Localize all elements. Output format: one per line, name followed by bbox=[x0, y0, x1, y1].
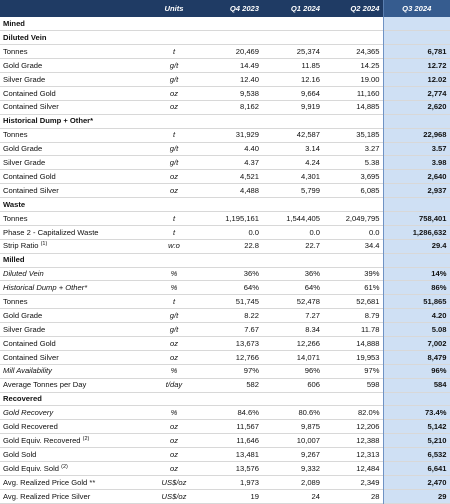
row-units: oz bbox=[169, 435, 179, 445]
row-label bbox=[0, 170, 147, 184]
cell-q1-2024: 25,374 bbox=[296, 46, 320, 56]
row-label bbox=[0, 225, 147, 239]
header-label bbox=[0, 0, 147, 17]
row-label bbox=[0, 434, 147, 448]
table-row bbox=[0, 184, 450, 198]
row-label-text: Silver Grade bbox=[3, 158, 46, 168]
cell-q4-2023: 1,973 bbox=[239, 477, 259, 487]
cell-q1-2024: 12.16 bbox=[300, 74, 320, 84]
row-units: t bbox=[172, 227, 176, 237]
row-units: g/t bbox=[169, 74, 179, 84]
row-label bbox=[0, 462, 147, 476]
cell-q2-2024: 0.0 bbox=[368, 227, 380, 237]
cell-q3-2024: 5,142 bbox=[383, 420, 450, 434]
cell-q4-2023: 64% bbox=[243, 283, 259, 293]
row-label-text: Tonnes bbox=[3, 130, 28, 140]
cell-q3-2024: 1,286,632 bbox=[383, 225, 450, 239]
cell-q1-2024: 12,266 bbox=[296, 338, 320, 348]
cell-q3-2024 bbox=[383, 392, 450, 406]
cell-q1-2024: 3.14 bbox=[305, 144, 320, 154]
cell-q4-2023: 8,162 bbox=[239, 102, 259, 112]
section-row bbox=[0, 198, 450, 212]
cell-q4-2023: 13,481 bbox=[235, 449, 259, 459]
cell-q3-2024: 6,532 bbox=[383, 448, 450, 462]
cell-q4-2023 bbox=[201, 253, 262, 267]
row-label bbox=[0, 114, 147, 128]
cell-q3-2024: 3.98 bbox=[383, 156, 450, 170]
cell-q3-2024: 2,937 bbox=[383, 184, 450, 198]
cell-q2-2024 bbox=[323, 253, 383, 267]
cell-q2-2024: 11,160 bbox=[356, 88, 380, 98]
row-label bbox=[0, 406, 147, 420]
row-units: g/t bbox=[169, 144, 179, 154]
cell-q3-2024: 12.02 bbox=[383, 73, 450, 87]
cell-q2-2024: 2,049,795 bbox=[345, 213, 380, 223]
row-units: oz bbox=[169, 352, 179, 362]
row-label bbox=[0, 17, 147, 31]
row-label-text: Diluted Vein bbox=[3, 269, 44, 279]
row-units: US$/oz bbox=[161, 491, 187, 501]
row-label-text: Historical Dump + Other* bbox=[3, 283, 88, 293]
row-label-text: Historical Dump + Other* bbox=[3, 116, 94, 126]
cell-q4-2023: 582 bbox=[246, 380, 259, 390]
row-label bbox=[0, 448, 147, 462]
row-units: t bbox=[172, 46, 176, 56]
cell-q4-2023: 4,488 bbox=[239, 185, 259, 195]
row-label-text: Avg. Realized Price Silver bbox=[3, 491, 91, 501]
table-row bbox=[0, 350, 450, 364]
cell-q4-2023: 13,576 bbox=[235, 463, 259, 473]
row-label bbox=[0, 184, 147, 198]
row-units bbox=[147, 31, 201, 45]
table-row bbox=[0, 364, 450, 378]
row-label-text: Silver Grade bbox=[3, 74, 46, 84]
cell-q2-2024: 14.25 bbox=[360, 60, 380, 70]
row-label-text: Tonnes bbox=[3, 46, 28, 56]
cell-q2-2024: 52,681 bbox=[356, 296, 380, 306]
row-units: % bbox=[170, 283, 178, 293]
cell-q3-2024: 12.72 bbox=[383, 59, 450, 73]
table-row bbox=[0, 142, 450, 156]
table-row bbox=[0, 462, 450, 476]
cell-q1-2024: 42,587 bbox=[296, 130, 320, 140]
cell-q1-2024: 1,544,405 bbox=[286, 213, 320, 223]
table-header bbox=[0, 0, 450, 17]
table-row bbox=[0, 378, 450, 392]
cell-q4-2023: 4.37 bbox=[244, 158, 259, 168]
footnote-marker: (1) bbox=[40, 241, 48, 248]
row-label-text: Tonnes bbox=[3, 213, 28, 223]
row-label bbox=[0, 489, 147, 503]
cell-q4-2023 bbox=[201, 392, 262, 406]
row-label-text: Contained Silver bbox=[3, 352, 59, 362]
table-row bbox=[0, 73, 450, 87]
footnote-marker: (2) bbox=[82, 435, 90, 442]
row-units: w:o bbox=[168, 241, 180, 251]
cell-q4-2023: 0.0 bbox=[248, 227, 259, 237]
cell-q3-2024: 4.20 bbox=[383, 309, 450, 323]
row-units: oz bbox=[169, 88, 179, 98]
cell-q4-2023 bbox=[201, 31, 262, 45]
cell-q3-2024: 2,470 bbox=[383, 475, 450, 489]
cell-q3-2024 bbox=[383, 17, 450, 31]
cell-q4-2023: 20,469 bbox=[235, 46, 259, 56]
cell-q2-2024: 2,349 bbox=[360, 477, 380, 487]
section-row bbox=[0, 253, 450, 267]
cell-q1-2024: 22.7 bbox=[305, 241, 320, 251]
row-label bbox=[0, 73, 147, 87]
cell-q2-2024: 39% bbox=[364, 269, 380, 279]
cell-q1-2024: 64% bbox=[304, 283, 320, 293]
row-label bbox=[0, 392, 147, 406]
row-label bbox=[0, 45, 147, 59]
table-row bbox=[0, 86, 450, 100]
cell-q3-2024: 2,774 bbox=[383, 86, 450, 100]
row-label-text: Contained Gold bbox=[3, 338, 56, 348]
cell-q2-2024 bbox=[323, 17, 383, 31]
cell-q1-2024: 8.34 bbox=[305, 324, 320, 334]
table-row bbox=[0, 434, 450, 448]
cell-q3-2024: 8,479 bbox=[383, 350, 450, 364]
cell-q3-2024: 7,002 bbox=[383, 336, 450, 350]
row-units: t bbox=[172, 213, 176, 223]
row-units: % bbox=[170, 366, 178, 376]
cell-q2-2024: 28 bbox=[371, 491, 380, 501]
cell-q2-2024: 82.0% bbox=[357, 408, 380, 418]
cell-q2-2024: 19,953 bbox=[356, 352, 380, 362]
cell-q3-2024: 584 bbox=[383, 378, 450, 392]
cell-q1-2024: 24 bbox=[311, 491, 320, 501]
cell-q3-2024: 6,641 bbox=[383, 462, 450, 476]
cell-q1-2024: 0.0 bbox=[309, 227, 320, 237]
cell-q1-2024 bbox=[262, 198, 323, 212]
cell-q2-2024: 12,206 bbox=[356, 421, 380, 431]
row-units: oz bbox=[169, 338, 179, 348]
cell-q1-2024 bbox=[262, 392, 323, 406]
cell-q1-2024: 9,664 bbox=[300, 88, 320, 98]
table-row bbox=[0, 59, 450, 73]
row-units: oz bbox=[169, 171, 179, 181]
row-units bbox=[147, 198, 201, 212]
table-row bbox=[0, 336, 450, 350]
section-row bbox=[0, 114, 450, 128]
header-row bbox=[0, 0, 450, 17]
row-label bbox=[0, 350, 147, 364]
cell-q2-2024: 19.00 bbox=[360, 74, 380, 84]
row-label-text: Gold Equiv. Sold bbox=[3, 463, 62, 473]
row-units: g/t bbox=[169, 324, 179, 334]
row-units: oz bbox=[169, 102, 179, 112]
row-label bbox=[0, 198, 147, 212]
cell-q4-2023: 36% bbox=[243, 269, 259, 279]
row-units: oz bbox=[169, 421, 179, 431]
row-label bbox=[0, 475, 147, 489]
cell-q4-2023: 1,195,161 bbox=[225, 213, 259, 223]
row-label-text: Mined bbox=[3, 18, 25, 28]
cell-q1-2024: 5,799 bbox=[300, 185, 320, 195]
row-label-text: Gold Grade bbox=[3, 144, 43, 154]
row-label bbox=[0, 100, 147, 114]
cell-q2-2024: 11.78 bbox=[361, 324, 380, 334]
header-q1-2024: Q1 2024 bbox=[262, 0, 323, 17]
cell-q4-2023: 9,538 bbox=[239, 88, 259, 98]
row-units bbox=[147, 114, 201, 128]
cell-q3-2024: 22,968 bbox=[383, 128, 450, 142]
cell-q1-2024: 2,089 bbox=[300, 477, 320, 487]
table-row bbox=[0, 267, 450, 281]
cell-q3-2024: 2,640 bbox=[383, 170, 450, 184]
cell-q3-2024: 758,401 bbox=[383, 211, 450, 225]
row-label bbox=[0, 128, 147, 142]
cell-q1-2024: 10,007 bbox=[296, 435, 320, 445]
row-label bbox=[0, 86, 147, 100]
cell-q4-2023: 13,673 bbox=[235, 338, 259, 348]
table-row bbox=[0, 225, 450, 239]
cell-q1-2024 bbox=[262, 31, 323, 45]
row-label-text: Waste bbox=[3, 199, 26, 209]
row-label-text: Recovered bbox=[3, 394, 42, 404]
cell-q2-2024: 598 bbox=[366, 380, 380, 390]
row-units: g/t bbox=[169, 158, 179, 168]
table-row bbox=[0, 406, 450, 420]
cell-q2-2024 bbox=[323, 114, 383, 128]
row-label-text: Silver Grade bbox=[3, 324, 46, 334]
cell-q3-2024: 73.4% bbox=[383, 406, 450, 420]
cell-q1-2024: 14,071 bbox=[296, 352, 320, 362]
row-label-text: Phase 2 - Capitalized Waste bbox=[3, 227, 99, 237]
row-label-text: Contained Silver bbox=[3, 185, 59, 195]
cell-q3-2024 bbox=[383, 198, 450, 212]
cell-q2-2024: 12,313 bbox=[356, 449, 380, 459]
table-row bbox=[0, 489, 450, 503]
row-label bbox=[0, 239, 147, 253]
cell-q4-2023 bbox=[201, 17, 262, 31]
cell-q2-2024 bbox=[323, 198, 383, 212]
row-label bbox=[0, 336, 147, 350]
table-row bbox=[0, 156, 450, 170]
cell-q1-2024 bbox=[262, 114, 323, 128]
cell-q2-2024 bbox=[323, 31, 383, 45]
cell-q2-2024: 12,388 bbox=[356, 435, 380, 445]
row-label bbox=[0, 420, 147, 434]
cell-q4-2023: 19 bbox=[250, 491, 259, 501]
header-q4-2023: Q4 2023 bbox=[201, 0, 262, 17]
row-label bbox=[0, 211, 147, 225]
row-label bbox=[0, 253, 147, 267]
header-units: Units bbox=[147, 0, 201, 17]
cell-q3-2024: 86% bbox=[383, 281, 450, 295]
cell-q3-2024: 3.57 bbox=[383, 142, 450, 156]
section-row bbox=[0, 31, 450, 45]
row-label-text: Contained Silver bbox=[3, 102, 59, 112]
row-label bbox=[0, 295, 147, 309]
table-row bbox=[0, 420, 450, 434]
cell-q3-2024 bbox=[383, 253, 450, 267]
table-row bbox=[0, 309, 450, 323]
cell-q4-2023: 4,521 bbox=[239, 171, 259, 181]
footnote-marker: (2) bbox=[61, 463, 68, 470]
row-label-text: Average Tonnes per Day bbox=[3, 380, 87, 390]
cell-q1-2024: 4,301 bbox=[300, 171, 320, 181]
table-row bbox=[0, 45, 450, 59]
cell-q4-2023: 11,646 bbox=[236, 435, 259, 445]
cell-q2-2024: 14,888 bbox=[356, 338, 380, 348]
cell-q1-2024 bbox=[262, 17, 323, 31]
row-label-text: Milled bbox=[3, 255, 25, 265]
cell-q2-2024: 35,185 bbox=[356, 130, 380, 140]
section-row bbox=[0, 17, 450, 31]
row-units: t/day bbox=[165, 380, 183, 390]
row-units: g/t bbox=[169, 310, 179, 320]
row-label-text: Gold Equiv. Recovered bbox=[3, 435, 83, 445]
cell-q4-2023: 84.6% bbox=[237, 408, 259, 418]
row-label-text: Contained Gold bbox=[3, 88, 56, 98]
row-label bbox=[0, 267, 147, 281]
row-units: % bbox=[170, 408, 178, 418]
row-label-text: Mill Availability bbox=[3, 366, 52, 376]
cell-q2-2024: 6,085 bbox=[360, 185, 380, 195]
cell-q2-2024: 8.79 bbox=[364, 310, 380, 320]
row-label-text: Avg. Realized Price Gold ** bbox=[3, 477, 96, 487]
row-label bbox=[0, 31, 147, 45]
row-units: % bbox=[170, 269, 178, 279]
cell-q4-2023: 7.67 bbox=[244, 324, 259, 334]
row-label bbox=[0, 309, 147, 323]
row-label bbox=[0, 281, 147, 295]
cell-q2-2024: 3,695 bbox=[360, 171, 380, 181]
row-label bbox=[0, 142, 147, 156]
row-label bbox=[0, 323, 147, 337]
header-q2-2024: Q2 2024 bbox=[323, 0, 383, 17]
cell-q3-2024 bbox=[383, 31, 450, 45]
table-row bbox=[0, 170, 450, 184]
cell-q1-2024: 606 bbox=[307, 380, 320, 390]
cell-q4-2023: 8.22 bbox=[244, 310, 259, 320]
cell-q3-2024: 51,865 bbox=[383, 295, 450, 309]
table-row bbox=[0, 448, 450, 462]
header-q3-2024: Q3 2024 bbox=[383, 0, 450, 17]
table-body bbox=[0, 17, 450, 504]
row-label-text: Gold Recovered bbox=[3, 421, 58, 431]
row-units bbox=[147, 392, 201, 406]
cell-q3-2024: 14% bbox=[383, 267, 450, 281]
cell-q2-2024: 5.38 bbox=[364, 158, 380, 168]
cell-q2-2024: 3.27 bbox=[364, 144, 380, 154]
cell-q2-2024: 24,365 bbox=[356, 46, 380, 56]
cell-q1-2024: 52,478 bbox=[296, 296, 320, 306]
table-row bbox=[0, 211, 450, 225]
cell-q4-2023: 51,745 bbox=[235, 296, 259, 306]
cell-q3-2024: 2,620 bbox=[383, 100, 450, 114]
cell-q1-2024: 9,875 bbox=[300, 421, 320, 431]
cell-q3-2024: 96% bbox=[383, 364, 450, 378]
cell-q1-2024 bbox=[262, 253, 323, 267]
row-label-text: Contained Gold bbox=[3, 171, 56, 181]
row-units: oz bbox=[169, 185, 179, 195]
table-row bbox=[0, 281, 450, 295]
table-row bbox=[0, 239, 450, 253]
cell-q3-2024: 29 bbox=[383, 489, 450, 503]
cell-q4-2023 bbox=[201, 114, 262, 128]
table-row bbox=[0, 100, 450, 114]
row-units: t bbox=[172, 130, 176, 140]
cell-q3-2024: 6,781 bbox=[383, 45, 450, 59]
cell-q2-2024: 34.4 bbox=[364, 241, 380, 251]
cell-q1-2024: 11.85 bbox=[301, 60, 320, 70]
cell-q4-2023: 11,567 bbox=[236, 421, 259, 431]
cell-q4-2023: 4.40 bbox=[244, 144, 259, 154]
table-row bbox=[0, 323, 450, 337]
row-units: US$/oz bbox=[161, 477, 187, 487]
row-units bbox=[147, 253, 201, 267]
section-row bbox=[0, 392, 450, 406]
row-label bbox=[0, 59, 147, 73]
cell-q4-2023: 12,766 bbox=[235, 352, 259, 362]
cell-q3-2024: 5,210 bbox=[383, 434, 450, 448]
row-label-text: Gold Sold bbox=[3, 449, 37, 459]
table-row bbox=[0, 128, 450, 142]
cell-q1-2024: 36% bbox=[304, 269, 320, 279]
row-label bbox=[0, 378, 147, 392]
cell-q2-2024: 97% bbox=[364, 366, 380, 376]
row-units: oz bbox=[169, 463, 179, 473]
cell-q2-2024: 14,885 bbox=[356, 102, 380, 112]
table-row bbox=[0, 295, 450, 309]
cell-q1-2024: 80.6% bbox=[298, 408, 320, 418]
cell-q4-2023: 97% bbox=[243, 366, 259, 376]
row-label-text: Gold Grade bbox=[3, 310, 43, 320]
cell-q3-2024: 5.08 bbox=[383, 323, 450, 337]
row-label-text: Gold Grade bbox=[3, 60, 43, 70]
cell-q3-2024: 29.4 bbox=[383, 239, 450, 253]
cell-q2-2024 bbox=[323, 392, 383, 406]
cell-q1-2024: 9,332 bbox=[300, 463, 320, 473]
cell-q4-2023: 12.40 bbox=[239, 74, 259, 84]
row-label-text: Tonnes bbox=[3, 296, 28, 306]
row-label-text: Gold Recovery bbox=[3, 408, 54, 418]
cell-q4-2023: 22.8 bbox=[244, 241, 259, 251]
row-label-text: Diluted Vein bbox=[3, 33, 47, 43]
table-row bbox=[0, 475, 450, 489]
cell-q1-2024: 7.27 bbox=[305, 310, 320, 320]
cell-q1-2024: 9,919 bbox=[300, 102, 320, 112]
row-label-text: Strip Ratio bbox=[3, 241, 41, 251]
cell-q4-2023 bbox=[201, 198, 262, 212]
row-label bbox=[0, 156, 147, 170]
row-units: t bbox=[172, 296, 176, 306]
cell-q1-2024: 9,267 bbox=[300, 449, 320, 459]
row-label bbox=[0, 364, 147, 378]
cell-q4-2023: 14.49 bbox=[239, 60, 259, 70]
row-units bbox=[147, 17, 201, 31]
cell-q1-2024: 4.24 bbox=[305, 158, 320, 168]
cell-q4-2023: 31,929 bbox=[235, 130, 259, 140]
row-units: oz bbox=[169, 449, 179, 459]
cell-q2-2024: 61% bbox=[364, 283, 380, 293]
cell-q2-2024: 12,484 bbox=[356, 463, 380, 473]
cell-q3-2024 bbox=[383, 114, 450, 128]
row-units: g/t bbox=[169, 60, 179, 70]
cell-q1-2024: 96% bbox=[304, 366, 320, 376]
